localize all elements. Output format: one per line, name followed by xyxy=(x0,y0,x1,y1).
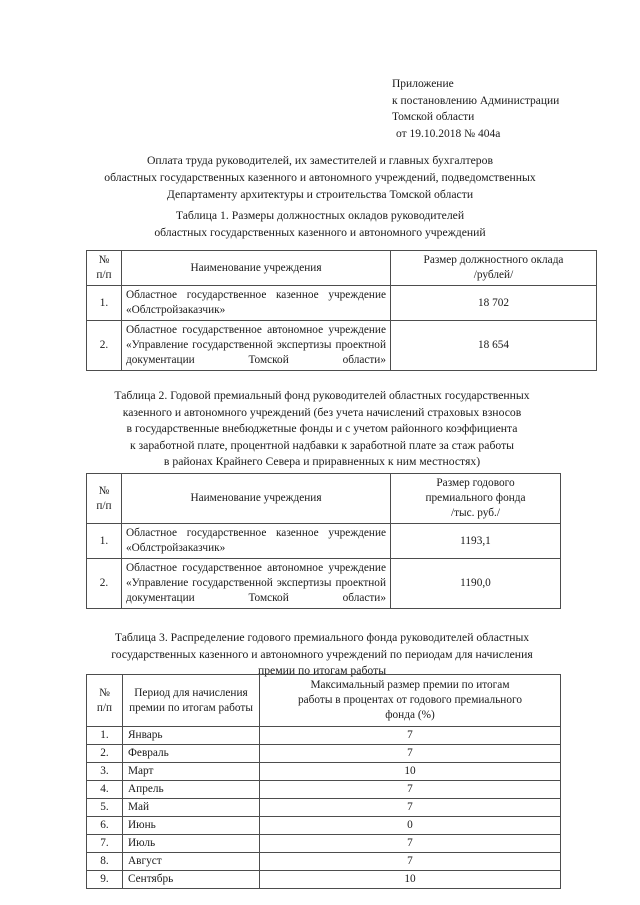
cell-period: Сентябрь xyxy=(123,871,260,889)
cell-number: 2. xyxy=(87,321,122,371)
cell-period: Апрель xyxy=(123,781,260,799)
cell-percent: 7 xyxy=(260,727,561,745)
table-1-caption xyxy=(60,208,580,241)
table-row xyxy=(87,871,561,889)
cell-period: Май xyxy=(123,799,260,817)
header-line-2: к постановлению Администрации xyxy=(392,94,560,107)
cell-period: Февраль xyxy=(123,745,260,763)
cell-number: 3. xyxy=(87,763,123,781)
table-row xyxy=(87,524,561,559)
cell-number: 2. xyxy=(87,559,122,609)
column-header-salary-line-1: Размер должностного оклада xyxy=(423,254,564,266)
cell-institution-name: Областное государственное казенное учреждение «Облстройзаказчик» xyxy=(122,286,391,321)
table-row xyxy=(87,286,597,321)
table-2-caption-line-2: казенного и автономного учреждений (без учета начислений страховых взносов xyxy=(122,405,522,419)
cell-percent: 7 xyxy=(260,781,561,799)
table-row xyxy=(87,853,561,871)
cell-period: Июнь xyxy=(123,817,260,835)
cell-period: Июль xyxy=(123,835,260,853)
cell-number: 1. xyxy=(87,727,123,745)
cell-percent: 7 xyxy=(260,835,561,853)
column-header-period xyxy=(123,675,260,727)
cell-percent: 7 xyxy=(260,745,561,763)
table-row xyxy=(87,745,561,763)
cell-number: 6. xyxy=(87,817,123,835)
table-1-caption-line-2: областных государственных казенного и автономного учреждений xyxy=(154,225,486,239)
column-header-max-bonus-percent xyxy=(260,675,561,727)
column-header-number xyxy=(87,675,123,727)
column-header-number-line-2: п/п xyxy=(96,269,112,281)
title-line-2: областных государственных казенного и автономного учреждений, подведомственных xyxy=(104,171,536,184)
table-2-caption-line-4: к заработной плате, процентной надбавки к заработной плате за стаж работы xyxy=(129,438,515,452)
column-header-institution-name: Наименование учреждения xyxy=(122,474,391,524)
cell-number: 1. xyxy=(87,286,122,321)
header-line-1: Приложение xyxy=(392,78,454,90)
cell-period: Январь xyxy=(123,727,260,745)
cell-institution-name: Областное государственное автономное учреждение «Управление государственной экспертизы проектной документации Томской области» xyxy=(122,559,391,609)
table-header-row xyxy=(87,251,597,286)
header-line-4: от 19.10.2018 № 404а xyxy=(396,127,501,140)
table-bonus-distribution-by-period xyxy=(86,674,561,889)
table-row xyxy=(87,559,561,609)
column-header-bonus-line-1: Размер годового xyxy=(436,477,515,489)
cell-percent: 10 xyxy=(260,871,561,889)
column-header-number-line-2: п/п xyxy=(96,499,112,512)
column-header-number-line-1: № xyxy=(98,254,110,266)
column-header-percent-line-3: фонда (%) xyxy=(385,709,435,721)
column-header-institution-name: Наименование учреждения xyxy=(122,251,391,286)
table-1-caption-line-1: Таблица 1. Размеры должностных окладов руководителей xyxy=(175,209,465,222)
title-line-1: Оплата труда руководителей, их заместителей и главных бухгалтеров xyxy=(146,154,494,167)
cell-number: 4. xyxy=(87,781,123,799)
table-row xyxy=(87,781,561,799)
table-row xyxy=(87,321,597,371)
table-header-row xyxy=(87,675,561,727)
table-2-caption-line-5: в районах Крайнего Севера и приравненных к ним местностях) xyxy=(163,455,481,468)
column-header-bonus-line-2: премиального фонда xyxy=(425,492,526,504)
cell-salary-amount: 18 654 xyxy=(391,321,597,371)
page-title xyxy=(60,152,580,203)
cell-salary-amount: 18 702 xyxy=(391,286,597,321)
table-annual-bonus-fund xyxy=(86,473,561,609)
column-header-number-line-1: № xyxy=(98,484,110,497)
column-header-salary-line-2: /рублей/ xyxy=(473,269,514,281)
cell-percent: 7 xyxy=(260,853,561,871)
column-header-salary-amount xyxy=(391,251,597,286)
table-3-caption-line-2: государственных казенного и автономного учреждений по периодам для начисления xyxy=(111,647,533,661)
table-3-caption-line-1: Таблица 3. Распределение годового премиального фонда руководителей областных xyxy=(114,631,530,644)
cell-number: 8. xyxy=(87,853,123,871)
table-row xyxy=(87,763,561,781)
table-3-caption-line-3: премии по итогам работы xyxy=(257,664,387,677)
cell-institution-name: Областное государственное автономное учреждение «Управление государственной экспертизы проектной документации Томской области» xyxy=(122,321,391,371)
table-row xyxy=(87,835,561,853)
cell-period: Март xyxy=(123,763,260,781)
table-2-caption xyxy=(48,388,596,471)
cell-number: 9. xyxy=(87,871,123,889)
cell-bonus-fund: 1193,1 xyxy=(391,524,561,559)
cell-number: 7. xyxy=(87,835,123,853)
cell-number: 2. xyxy=(87,745,123,763)
title-line-3: Департаменту архитектуры и строительства Томской области xyxy=(166,188,474,201)
cell-number: 1. xyxy=(87,524,122,559)
column-header-period-line-1: Период для начисления xyxy=(134,686,248,699)
table-3-caption xyxy=(56,630,588,680)
document-header xyxy=(392,76,559,142)
column-header-number-line-2: п/п xyxy=(96,701,113,714)
cell-institution-name: Областное государственное казенное учреждение «Облстройзаказчик» xyxy=(122,524,391,559)
cell-percent: 10 xyxy=(260,763,561,781)
table-row xyxy=(87,727,561,745)
cell-number: 5. xyxy=(87,799,123,817)
column-header-number-line-1: № xyxy=(99,686,110,699)
column-header-period-line-2: премии по итогам работы xyxy=(129,701,253,714)
table-2-caption-line-3: в государственные внебюджетные фонды и с учетом районного коэффициента xyxy=(126,422,518,435)
table-2-caption-line-1: Таблица 2. Годовой премиальный фонд руководителей областных государственных xyxy=(114,389,530,402)
column-header-bonus-fund xyxy=(391,474,561,524)
table-salary-amounts xyxy=(86,250,597,371)
column-header-percent-line-1: Максимальный размер премии по итогам xyxy=(310,679,510,691)
header-line-3: Томской области xyxy=(392,111,475,123)
column-header-percent-line-2: работы в процентах от годового премиального xyxy=(298,694,522,706)
cell-percent: 0 xyxy=(260,817,561,835)
cell-bonus-fund: 1190,0 xyxy=(391,559,561,609)
cell-period: Август xyxy=(123,853,260,871)
table-row xyxy=(87,799,561,817)
column-header-number xyxy=(87,251,122,286)
table-header-row xyxy=(87,474,561,524)
column-header-number xyxy=(87,474,122,524)
cell-percent: 7 xyxy=(260,799,561,817)
table-row xyxy=(87,817,561,835)
column-header-bonus-line-3: /тыс. руб./ xyxy=(450,507,501,519)
